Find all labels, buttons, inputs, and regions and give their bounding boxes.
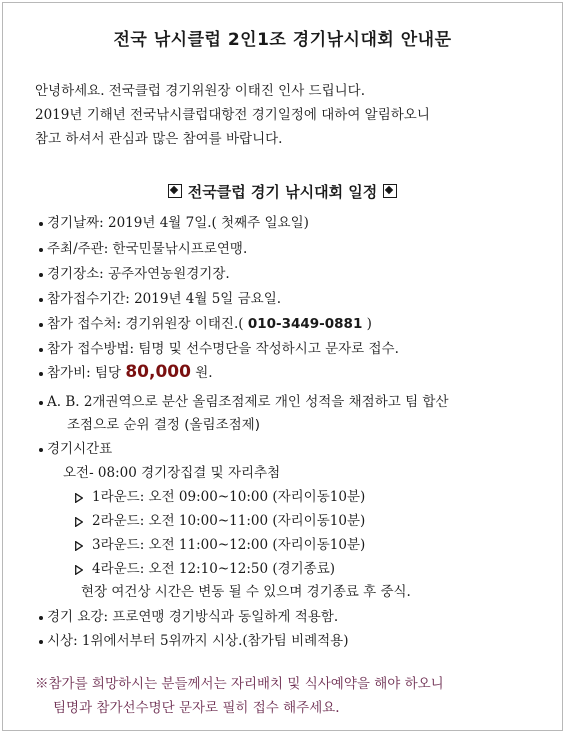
bullet-dot-icon (39, 222, 43, 226)
bullet-dot-icon (39, 273, 43, 277)
schedule-section-heading (3, 181, 562, 202)
round-2 (75, 509, 365, 529)
item-text: (올림조점제) (184, 417, 260, 433)
triangle-right-icon (75, 493, 82, 502)
item-awards (39, 629, 349, 649)
contact-phone: 010-3449-0881 (247, 316, 363, 332)
item-contact (39, 312, 372, 332)
bullet-dot-icon (39, 372, 43, 376)
item-rules (39, 605, 338, 625)
item-text: 경기 요강: 프로연맹 경기방식과 동일하게 적용함. (47, 609, 339, 625)
round-text: 4라운드: 오전 12:10~12:50 (경기종료) (92, 561, 336, 577)
item-text: 참가비: 팀당 (47, 365, 122, 381)
item-text: 경기시간표 (47, 441, 113, 457)
bullet-dot-icon (39, 248, 43, 252)
bullet-dot-icon (39, 348, 43, 352)
round-3 (75, 533, 365, 553)
item-date (39, 211, 309, 231)
section-title-text: 전국클럽 경기 낚시대회 일정 (187, 183, 378, 201)
intro-line: 2019년 기해년 전국낚시클럽대항전 경기일정에 대하여 알림하오니 (35, 107, 430, 123)
bullet-dot-icon (39, 401, 43, 405)
item-text: 경기날짜: 2019년 4월 7일.( 첫째주 일요일) (47, 215, 309, 231)
item-text: ) (366, 316, 372, 332)
bullet-dot-icon (39, 448, 43, 452)
item-text: 참가 접수처: 경기위원장 이태진.( (47, 316, 244, 332)
note-line: ※참가를 희망하시는 분들께서는 자리배치 및 식사예약을 해야 하오니 (35, 676, 444, 692)
page-title: 전국 낚시클럽 2인1조 경기낚시대회 안내문 (113, 30, 452, 50)
item-text: 원. (195, 365, 213, 381)
item-text: 시상: 1위에서부터 5위까지 시상.(참가팀 비례적용) (47, 633, 349, 649)
notice-page (2, 2, 563, 731)
triangle-right-icon (75, 541, 82, 550)
bullet-dot-icon (39, 298, 43, 302)
item-text: 경기장소: 공주자연농원경기장. (47, 266, 230, 282)
round-text: 2라운드: 오전 10:00~11:00 (자리이동10분) (92, 513, 366, 529)
item-text: A. B. 2개권역으로 분산 올림조점제로 개인 성적을 채점하고 팀 합산 (47, 394, 449, 410)
footer-note (35, 672, 444, 720)
item-venue (39, 262, 230, 282)
diamond-bullet-icon (383, 184, 397, 198)
round-4 (75, 557, 335, 577)
round-text: 3라운드: 오전 11:00~12:00 (자리이동10분) (92, 537, 366, 553)
item-text: 조점으로 순위 결정 (67, 417, 180, 433)
item-host (39, 237, 247, 257)
item-text: 참가접수기간: 2019년 4월 5일 금요일. (47, 291, 282, 307)
item-fee (39, 361, 213, 382)
diamond-bullet-icon (168, 184, 182, 198)
item-text: 주최/주관: 한국민물낚시프로연맹. (47, 241, 248, 257)
intro-paragraph (35, 79, 430, 151)
bullet-dot-icon (39, 640, 43, 644)
intro-line: 안녕하세요. 전국클럽 경기위원장 이태진 인사 드립니다. (35, 83, 365, 99)
fee-amount: 80,000 (125, 362, 191, 382)
intro-line: 참고 하셔서 관심과 많은 참여를 바랍니다. (35, 131, 283, 147)
schedule-note: 현장 여건상 시간은 변동 될 수 있으며 경기종료 후 중식. (81, 584, 411, 600)
item-registration-period (39, 287, 281, 307)
note-line: 팀명과 참가선수명단 문자로 필히 접수 해주세요. (53, 700, 340, 716)
item-text: 참가 접수방법: 팀명 및 선수명단을 작성하시고 문자로 접수. (47, 341, 399, 357)
round-1 (75, 485, 365, 505)
item-schedule-title (39, 437, 112, 457)
round-text: 1라운드: 오전 09:00~10:00 (자리이동10분) (92, 489, 366, 505)
item-scoring (39, 390, 449, 410)
schedule-morning: 오전- 08:00 경기장집결 및 자리추첨 (63, 465, 281, 481)
item-method (39, 337, 399, 357)
bullet-dot-icon (39, 616, 43, 620)
triangle-right-icon (75, 565, 82, 574)
item-scoring-cont (67, 413, 260, 433)
bullet-dot-icon (39, 323, 43, 327)
triangle-right-icon (75, 517, 82, 526)
